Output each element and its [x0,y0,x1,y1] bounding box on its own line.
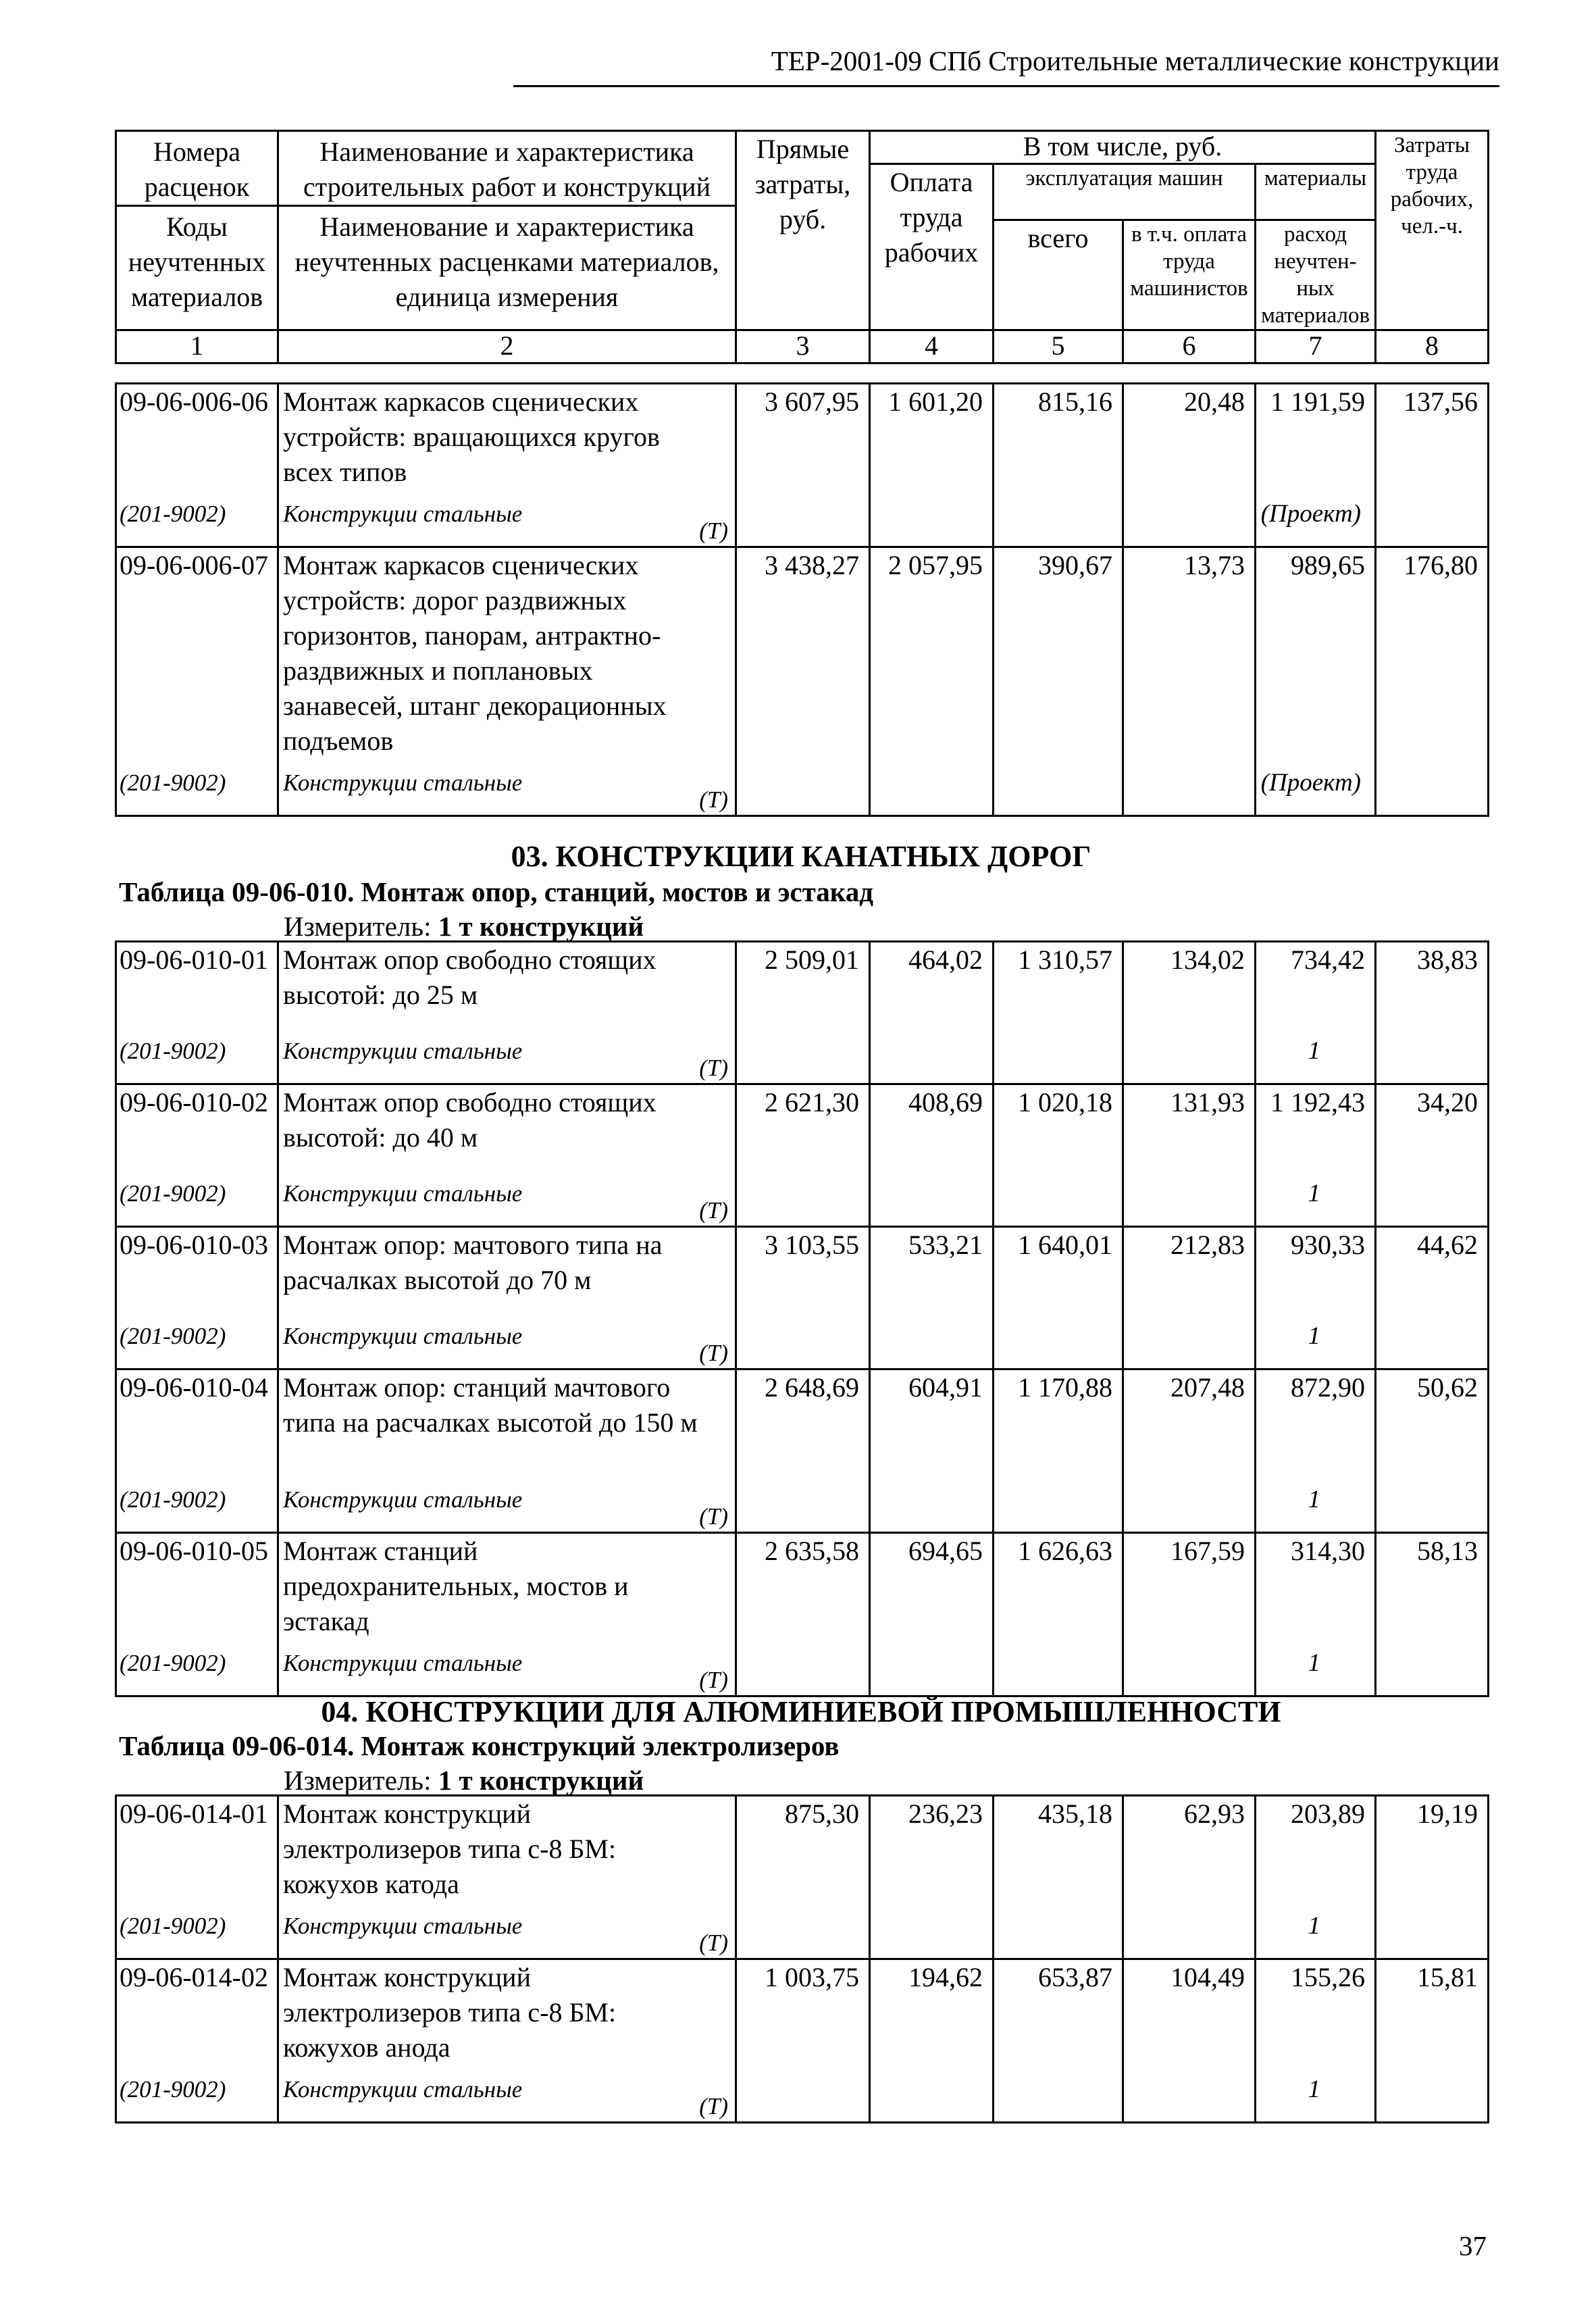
labor-hours: 34,20 [1376,1084,1489,1227]
machines-total: 1 170,88 [994,1369,1123,1533]
material-consumption: 1 [1308,1486,1320,1513]
machines-total: 1 310,57 [994,942,1123,1084]
header-col4: Оплата труда рабочих [870,164,994,330]
rate-code: 09-06-014-01 [120,1799,268,1829]
machinist-pay: 207,48 [1123,1369,1256,1533]
material-consumption: 1 [1308,1037,1320,1065]
materials-cost: 734,42 [1291,945,1365,975]
materials-cell [1256,1796,1376,1959]
materials-cell [1256,1084,1376,1227]
materials-cell [1256,547,1376,816]
meter-09-06-014 [284,1763,644,1797]
work-name-cell [278,1227,736,1369]
machinist-pay: 104,49 [1123,1959,1256,2123]
table-title-09-06-014: Таблица 09-06-014. Монтаж конструкций электролизеров [119,1730,840,1761]
materials-cost: 930,33 [1291,1230,1365,1260]
material-name: Конструкции стальные [283,1038,523,1064]
header-col1-top: Номера расценок [144,136,250,202]
header-col6: в т.ч. оплата труда машинистов [1123,220,1256,330]
work-name-line: всех типов [283,457,407,487]
material-name: Конструкции стальные [283,501,523,527]
labor-pay: 408,69 [870,1084,994,1227]
t-marker: (Т) [699,786,728,813]
machines-total: 390,67 [994,547,1123,816]
material-consumption: (Проект) [1260,500,1361,528]
t-marker: (Т) [699,2093,728,2119]
labor-hours: 58,13 [1376,1533,1489,1696]
table-row [116,942,1489,1084]
work-name-line: эстакад [283,1606,369,1636]
machines-total: 653,87 [994,1959,1123,2123]
labor-pay: 464,02 [870,942,994,1084]
section-title-04: 04. КОНСТРУКЦИИ ДЛЯ АЛЮМИНИЕВОЙ ПРОМЫШЛЕННОСТИ [321,1695,1281,1728]
meter-prefix: Измеритель: [284,1765,438,1796]
table-09-06-014 [115,1794,1489,2123]
direct-costs: 3 103,55 [736,1227,870,1369]
material-code: (201-9002) [120,770,226,796]
meter-09-06-010 [284,909,644,943]
work-name-line: электролизеров типа с-8 БМ: [283,1997,617,2028]
materials-cell [1256,1959,1376,2123]
material-name: Конструкции стальные [283,2076,523,2103]
work-name-cell [278,1959,736,2123]
work-name-line: устройств: вращающихся кругов [283,422,660,452]
material-code: (201-9002) [120,2076,226,2103]
work-name-line: подъемов [283,726,394,756]
meter-prefix: Измеритель: [284,911,438,942]
header-num-6: 6 [1123,330,1256,363]
rate-code: 09-06-010-02 [120,1087,268,1117]
t-marker: (Т) [699,1197,728,1224]
material-consumption: 1 [1308,1322,1320,1350]
work-name-line: Монтаж конструкций [283,1799,531,1829]
materials-cost: 314,30 [1291,1536,1365,1566]
header-col1-bottom: Коды неучтенных материалов [117,205,277,318]
work-name-cell [278,942,736,1084]
material-consumption: 1 [1308,1912,1320,1940]
rate-code-cell [116,384,278,547]
material-name: Конструкции стальные [283,1650,523,1676]
materials-cell [1256,1369,1376,1533]
machines-total: 1 626,63 [994,1533,1123,1696]
work-name-line: кожухов анода [283,2032,451,2063]
work-name-line: Монтаж станций [283,1536,478,1566]
work-name-line: раздвижных и поплановых [283,655,593,686]
table-block-1 [115,382,1489,817]
direct-costs: 2 635,58 [736,1533,870,1696]
work-name-cell [278,384,736,547]
header-incl-group: В том числе, руб. [870,131,1376,164]
table-header [115,130,1489,364]
materials-cost: 1 191,59 [1270,386,1365,417]
direct-costs: 875,30 [736,1796,870,1959]
table-09-06-010 [115,940,1489,1697]
rate-code: 09-06-006-07 [120,550,268,580]
rate-code: 09-06-010-04 [120,1372,268,1403]
work-name-line: Монтаж опор свободно стоящих [283,945,657,975]
work-name-line: горизонтов, панорам, антрактно- [283,620,661,651]
table-row [116,547,1489,816]
rate-code-cell [116,942,278,1084]
materials-cost: 155,26 [1291,1962,1365,1992]
work-name-line: высотой: до 40 м [283,1122,478,1153]
header-machines-group: эксплуатация машин [994,164,1256,220]
work-name-line: Монтаж конструкций [283,1962,531,1992]
table-row [116,1369,1489,1533]
direct-costs: 2 509,01 [736,942,870,1084]
direct-costs: 1 003,75 [736,1959,870,2123]
materials-cost: 989,65 [1291,550,1365,580]
work-name-cell [278,547,736,816]
header-col1 [116,131,278,330]
work-name-line: Монтаж опор: мачтового типа на [283,1230,663,1260]
materials-cost: 203,89 [1291,1799,1365,1829]
work-name-line: Монтаж каркасов сценических [283,386,639,417]
table-row [116,1227,1489,1369]
section-title-03: 03. КОНСТРУКЦИИ КАНАТНЫХ ДОРОГ [511,840,1091,873]
work-name-line: электролизеров типа с-8 БМ: [283,1834,617,1864]
work-name-line: Монтаж опор: станций мачтового [283,1372,671,1403]
machinist-pay: 167,59 [1123,1533,1256,1696]
table-row [116,1796,1489,1959]
material-code: (201-9002) [120,1913,226,1939]
table-row [116,1959,1489,2123]
work-name-line: устройств: дорог раздвижных [283,585,627,615]
header-num-3: 3 [736,330,870,363]
work-name-line: типа на расчалках высотой до 150 м [283,1407,698,1438]
header-col2-bottom: Наименование и характеристика неучтенных расценками материалов, единица измерения [279,205,735,318]
t-marker: (Т) [699,1930,728,1956]
table-row [116,384,1489,547]
rate-code-cell [116,1959,278,2123]
rate-code: 09-06-010-05 [120,1536,268,1566]
labor-pay: 1 601,20 [870,384,994,547]
table-title-09-06-010: Таблица 09-06-010. Монтаж опор, станций, мостов и эстакад [119,876,873,907]
t-marker: (Т) [699,518,728,544]
work-name-line: занавесей, штанг декорационных [283,690,667,721]
work-name-cell [278,1796,736,1959]
page-number: 37 [1459,2230,1487,2261]
materials-cost: 872,90 [1291,1372,1365,1403]
header-col3: Прямые затраты, руб. [736,131,870,330]
rate-code: 09-06-006-06 [120,386,268,417]
labor-hours: 50,62 [1376,1369,1489,1533]
materials-cell [1256,384,1376,547]
machinist-pay: 62,93 [1123,1796,1256,1959]
materials-cell [1256,1533,1376,1696]
machinist-pay: 212,83 [1123,1227,1256,1369]
table-row [116,1533,1489,1696]
rate-code: 09-06-010-03 [120,1230,268,1260]
header-col7: расход неучтен-ных материалов [1256,220,1376,330]
work-name-line: высотой: до 25 м [283,980,478,1010]
t-marker: (Т) [699,1503,728,1530]
work-name-line: кожухов катода [283,1869,459,1899]
work-name-line: расчалках высотой до 70 м [283,1265,592,1295]
header-materials-group: материалы [1256,164,1376,220]
header-num-1: 1 [116,330,278,363]
material-code: (201-9002) [120,1650,226,1676]
direct-costs: 3 438,27 [736,547,870,816]
machinist-pay: 20,48 [1123,384,1256,547]
work-name-line: Монтаж опор свободно стоящих [283,1087,657,1117]
t-marker: (Т) [699,1340,728,1366]
materials-cell [1256,942,1376,1084]
material-name: Конструкции стальные [283,1913,523,1939]
t-marker: (Т) [699,1667,728,1693]
header-col2 [278,131,736,330]
rate-code-cell [116,1796,278,1959]
material-consumption: 1 [1308,2076,1320,2103]
material-name: Конструкции стальные [283,1323,523,1349]
material-code: (201-9002) [120,501,226,527]
direct-costs: 2 648,69 [736,1369,870,1533]
machinist-pay: 131,93 [1123,1084,1256,1227]
labor-pay: 194,62 [870,1959,994,2123]
header-num-5: 5 [994,330,1123,363]
rate-code-cell [116,1084,278,1227]
rate-code-cell [116,547,278,816]
header-col5: всего [994,220,1123,330]
rate-code-cell [116,1227,278,1369]
material-name: Конструкции стальные [283,1180,523,1207]
material-name: Конструкции стальные [283,1486,523,1513]
labor-pay: 236,23 [870,1796,994,1959]
work-name-cell [278,1369,736,1533]
table-row [116,1084,1489,1227]
machinist-pay: 134,02 [1123,942,1256,1084]
t-marker: (Т) [699,1055,728,1081]
machines-total: 815,16 [994,384,1123,547]
labor-pay: 604,91 [870,1369,994,1533]
rate-code: 09-06-010-01 [120,945,268,975]
work-name-line: Монтаж каркасов сценических [283,550,639,580]
work-name-cell [278,1084,736,1227]
material-consumption: (Проект) [1260,769,1361,797]
material-code: (201-9002) [120,1038,226,1064]
direct-costs: 2 621,30 [736,1084,870,1227]
machinist-pay: 13,73 [1123,547,1256,816]
header-num-2: 2 [278,330,736,363]
material-code: (201-9002) [120,1486,226,1513]
work-name-cell [278,1533,736,1696]
running-header: ТЕР-2001-09 СПб Строительные металлические конструкции [513,41,1499,87]
rate-code: 09-06-014-02 [120,1962,268,1992]
direct-costs: 3 607,95 [736,384,870,547]
machines-total: 435,18 [994,1796,1123,1959]
header-num-4: 4 [870,330,994,363]
header-num-7: 7 [1256,330,1376,363]
labor-hours: 38,83 [1376,942,1489,1084]
materials-cost: 1 192,43 [1270,1087,1365,1117]
labor-hours: 176,80 [1376,547,1489,816]
labor-hours: 137,56 [1376,384,1489,547]
rate-code-cell [116,1369,278,1533]
machines-total: 1 020,18 [994,1084,1123,1227]
material-consumption: 1 [1308,1180,1320,1207]
work-name-line: предохранительных, мостов и [283,1571,629,1601]
material-name: Конструкции стальные [283,770,523,796]
meter-value: 1 т конструкций [438,1765,644,1796]
machines-total: 1 640,01 [994,1227,1123,1369]
header-num-8: 8 [1376,330,1489,363]
material-code: (201-9002) [120,1323,226,1349]
labor-pay: 694,65 [870,1533,994,1696]
header-col2-top: Наименование и характеристика строительных работ и конструкций [303,136,711,202]
labor-hours: 15,81 [1376,1959,1489,2123]
labor-hours: 44,62 [1376,1227,1489,1369]
meter-value: 1 т конструкций [438,911,644,942]
material-consumption: 1 [1308,1649,1320,1677]
materials-cell [1256,1227,1376,1369]
material-code: (201-9002) [120,1180,226,1207]
rate-code-cell [116,1533,278,1696]
labor-pay: 533,21 [870,1227,994,1369]
header-col8: Затраты труда рабочих, чел.-ч. [1376,131,1489,330]
labor-hours: 19,19 [1376,1796,1489,1959]
labor-pay: 2 057,95 [870,547,994,816]
